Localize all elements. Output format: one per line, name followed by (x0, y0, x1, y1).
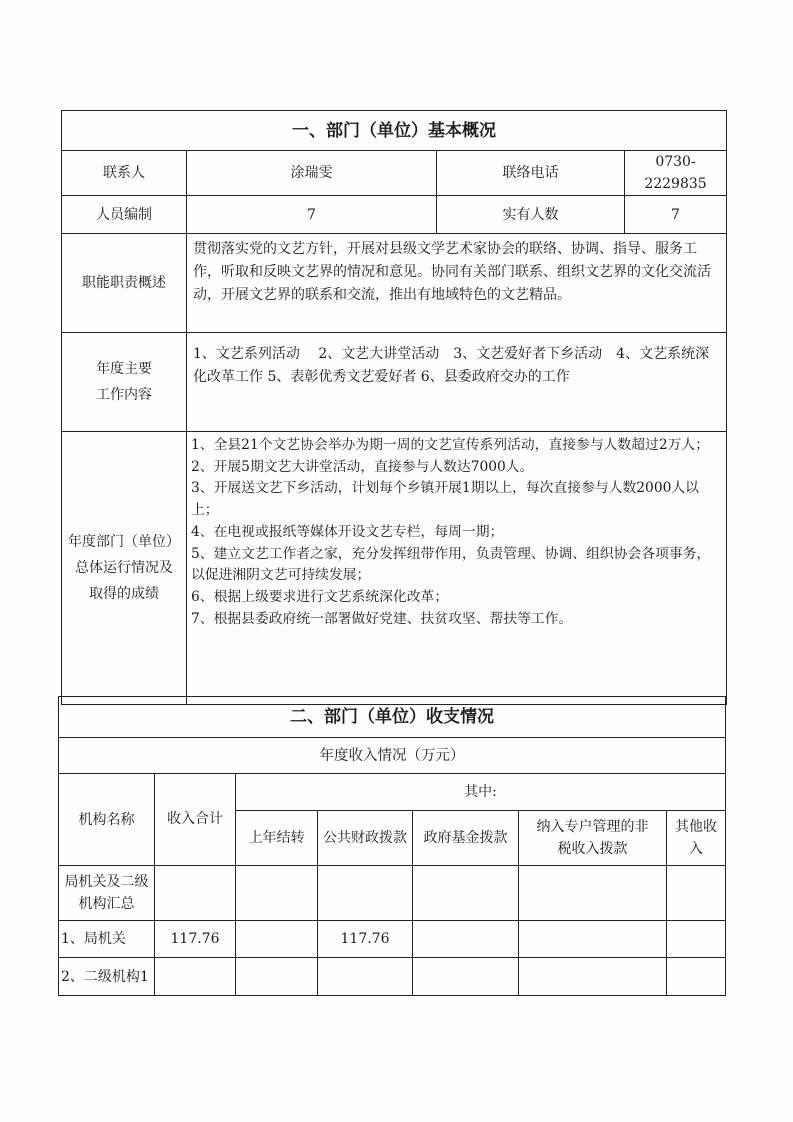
actual-staff-value: 7 (625, 196, 727, 234)
row-public-finance (318, 958, 413, 996)
main-work-label (62, 333, 187, 432)
col-income-total: 收入合计 (155, 774, 236, 866)
col-org-name: 机构名称 (59, 774, 155, 866)
col-other (667, 811, 726, 866)
achievements-label-line1: 年度部门（单位） (68, 534, 180, 550)
row-org-name: 1、局机关 (59, 921, 155, 958)
row-non-tax (519, 921, 667, 958)
achievements-text (187, 432, 727, 705)
achievement-item: 5、建立文艺工作者之家，充分发挥纽带作用，负责管理、协调、组织协会各项事务，以促进湘阴文艺可持续发展； (191, 545, 711, 584)
row-gov-fund (413, 866, 519, 921)
achievements-label (62, 432, 187, 705)
row-total (155, 866, 236, 921)
col-of-which: 其中: (236, 774, 726, 811)
phone-label: 联络电话 (437, 151, 625, 196)
main-work-text: 1、文艺系列活动 2、文艺大讲堂活动 3、文艺爱好者下乡活动 4、文艺系统深化改革工作 5、表彰优秀文艺爱好者 6、县委政府交办的工作 (187, 333, 727, 432)
row-non-tax (519, 958, 667, 996)
row-non-tax (519, 866, 667, 921)
row-total: 117.76 (155, 921, 236, 958)
achievement-item: 4、在电视或报纸等媒体开设文艺专栏，每周一期； (191, 523, 504, 540)
col-non-tax-line2: 税收入拨款 (557, 841, 628, 857)
row-public-finance: 117.76 (318, 921, 413, 958)
row-carryover (236, 866, 318, 921)
row-carryover (236, 958, 318, 996)
row-org-name-line2: 机构汇总 (78, 896, 135, 912)
achievements-label-line2: 总体运行情况及 (75, 560, 173, 576)
actual-staff-label: 实有人数 (437, 196, 625, 234)
row-org-name: 2、二级机构1 (59, 958, 155, 996)
row-org-name-line1: 局机关及二级 (64, 874, 149, 890)
row-carryover (236, 921, 318, 958)
achievement-item: 2、开展5期文艺大讲堂活动，直接参与人数达7000人。 (191, 458, 534, 475)
contact-label: 联系人 (62, 151, 187, 196)
table-row (59, 958, 726, 996)
section1-title: 一、部门（单位）基本概况 (62, 111, 727, 151)
income-title: 年度收入情况（万元） (59, 738, 726, 774)
row-other (667, 921, 726, 958)
row-public-finance (318, 866, 413, 921)
main-work-label-line2: 工作内容 (96, 387, 152, 403)
row-other (667, 958, 726, 996)
staff-quota-value: 7 (187, 196, 437, 234)
col-carryover: 上年结转 (236, 811, 318, 866)
col-non-tax-line1: 纳入专户管理的非 (536, 819, 649, 835)
functions-text: 贯彻落实党的文艺方针，开展对县级文学艺术家协会的联络、协调、指导、服务工作，听取和反映文艺界的情况和意见。协同有关部门联系、组织文艺界的文化交流活动，开展文艺界的联系和交流，推出有地域特色的文艺精品。 (187, 234, 727, 333)
functions-label: 职能职责概述 (62, 234, 187, 333)
table-row (59, 921, 726, 958)
achievement-item: 3、开展送文艺下乡活动，计划每个乡镇开展1期以上，每次直接参与人数2000人以上； (191, 480, 699, 519)
row-org-name (59, 866, 155, 921)
col-public-finance: 公共财政拨款 (318, 811, 413, 866)
achievement-item: 1、全县21个文艺协会举办为期一周的文艺宣传系列活动，直接参与人数超过2万人； (191, 437, 710, 453)
col-other-line2: 入 (689, 841, 704, 857)
col-other-line1: 其他收 (675, 819, 718, 835)
col-gov-fund: 政府基金拨款 (413, 811, 519, 866)
col-non-tax (519, 811, 667, 866)
row-gov-fund (413, 921, 519, 958)
achievement-item: 7、根据县委政府统一部署做好党建、扶贫攻坚、帮扶等工作。 (191, 610, 573, 627)
phone-value: 0730-2229835 (625, 151, 727, 196)
row-other (667, 866, 726, 921)
main-work-label-line1: 年度主要 (96, 361, 152, 377)
row-total (155, 958, 236, 996)
contact-name: 涂瑞雯 (187, 151, 437, 196)
achievements-label-line3: 取得的成绩 (89, 586, 159, 602)
basic-info-table (61, 110, 727, 705)
staff-quota-label: 人员编制 (62, 196, 187, 234)
row-gov-fund (413, 958, 519, 996)
section2-title: 二、部门（单位）收支情况 (59, 697, 726, 738)
achievement-item: 6、根据上级要求进行文艺系统深化改革； (191, 588, 449, 605)
table-row (59, 866, 726, 921)
income-table (58, 696, 726, 996)
